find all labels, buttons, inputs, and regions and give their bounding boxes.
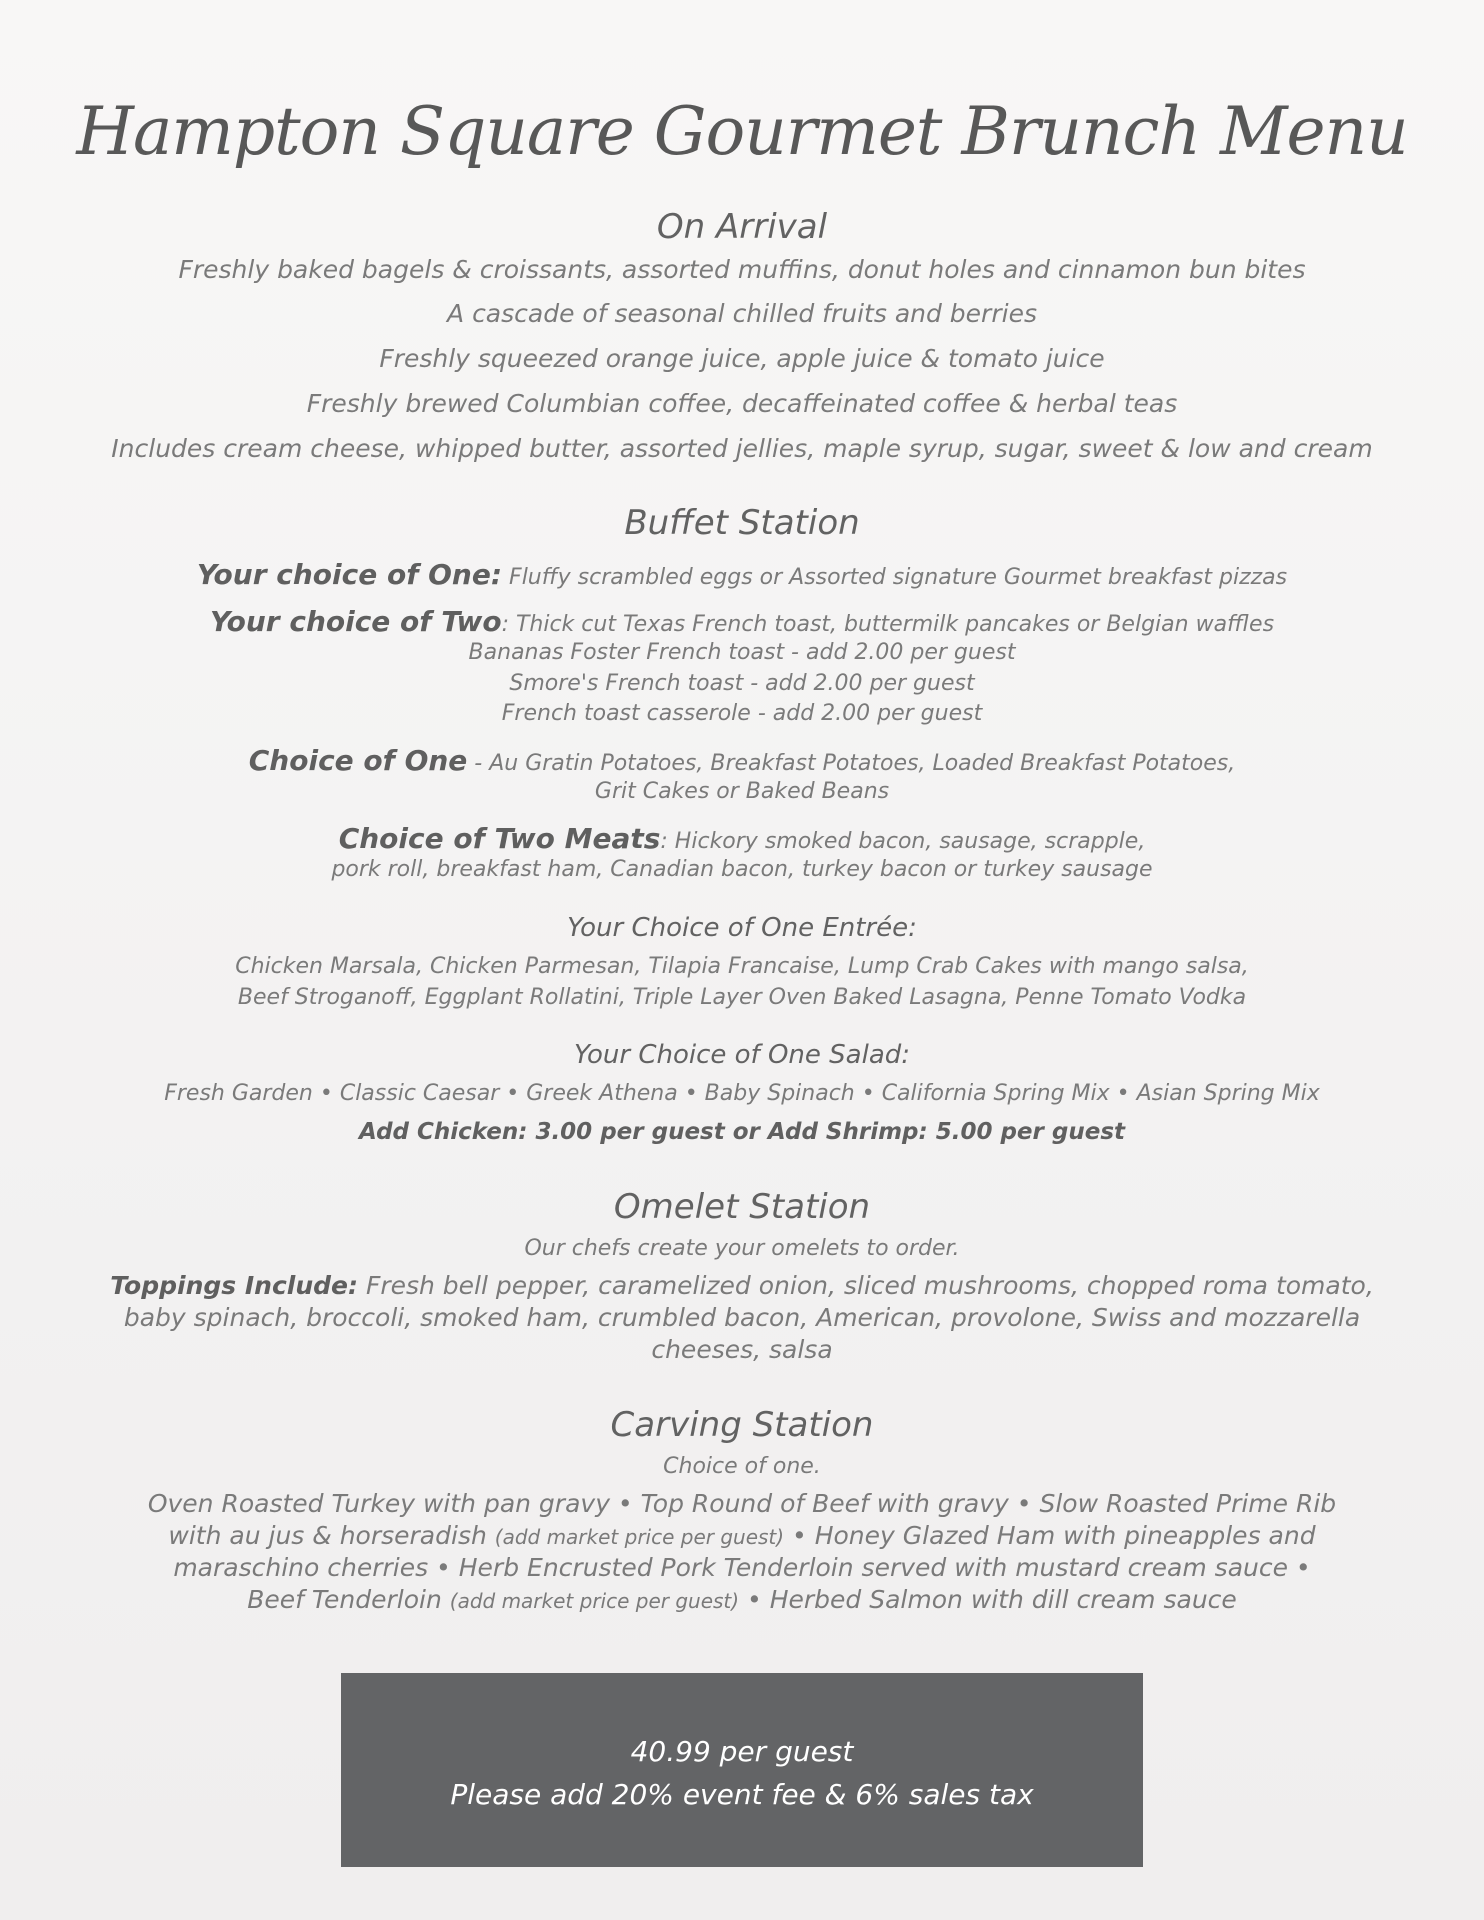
buffet-choice-one-text: Fluffy scrambled eggs or Assorted signature Gourmet breakfast pizzas <box>502 565 1288 590</box>
section-heading-buffet-station: Buffet Station <box>624 503 860 543</box>
omelet-toppings-label: Toppings Include: <box>110 1271 358 1300</box>
buffet-meats-choice <box>0 823 1484 856</box>
buffet-potato-text-cont: Grit Cakes or Baked Beans <box>594 779 890 804</box>
buffet-meats-text-cont: pork roll, breakfast ham, Canadian bacon, turkey bacon or turkey sausage <box>331 857 1153 882</box>
carving-price-note: (add market price per guest) <box>494 1525 785 1549</box>
carving-intro: Choice of one. <box>663 1454 821 1479</box>
carving-line-text: • Herbed Salmon with dill cream sauce <box>739 1585 1237 1614</box>
buffet-addon: Bananas Foster French toast - add 2.00 per guest <box>468 640 1016 665</box>
section-heading-carving-station: Carving Station <box>610 1405 874 1445</box>
list-item: Freshly brewed Columbian coffee, decaffeinated coffee & herbal teas <box>306 389 1178 418</box>
buffet-choice-two <box>0 606 1484 639</box>
price-per-guest: 40.99 per guest <box>630 1735 854 1768</box>
salad-line: Fresh Garden • Classic Caesar • Greek Athena • Baby Spinach • California Spring Mix • Asian Spring Mix <box>164 1081 1320 1106</box>
buffet-choice-one-label: Your choice of One: <box>196 558 503 591</box>
entree-line: Chicken Marsala, Chicken Parmesan, Tilapia Francaise, Lump Crab Cakes with mango salsa, <box>235 954 1249 979</box>
omelet-toppings-cont: cheeses, salsa <box>651 1335 833 1364</box>
carving-line: maraschino cherries • Herb Encrusted Pork Tenderloin served with mustard cream sauce • <box>173 1553 1311 1582</box>
buffet-choice-two-text: : Thick cut Texas French toast, buttermilk pancakes or Belgian waffles <box>501 612 1275 637</box>
carving-price-note: (add market price per guest) <box>449 1589 740 1613</box>
salad-heading: Your Choice of One Salad: <box>573 1040 911 1070</box>
buffet-choice-two-label: Your choice of Two <box>209 605 502 638</box>
omelet-intro: Our chefs create your omelets to order. <box>524 1236 960 1261</box>
carving-line-text: • Honey Glazed Ham with pineapples and <box>784 1521 1316 1550</box>
entree-line: Beef Stroganoff, Eggplant Rollatini, Triple Layer Oven Baked Lasagna, Penne Tomato Vodka <box>237 985 1247 1010</box>
carving-line <box>0 1520 1484 1553</box>
entree-heading: Your Choice of One Entrée: <box>567 913 917 943</box>
buffet-potato-choice <box>0 745 1484 778</box>
carving-line-text: Beef Tenderloin <box>247 1585 450 1614</box>
list-item: A cascade of seasonal chilled fruits and berries <box>447 299 1037 328</box>
carving-line: Oven Roasted Turkey with pan gravy • Top Round of Beef with gravy • Slow Roasted Prime Rib <box>147 1489 1337 1518</box>
buffet-potato-label: Choice of One <box>248 744 468 777</box>
section-heading-omelet-station: Omelet Station <box>613 1187 871 1227</box>
buffet-meats-label: Choice of Two Meats <box>338 822 661 855</box>
buffet-addon: French toast casserole - add 2.00 per guest <box>501 701 983 726</box>
salad-addon-note: Add Chicken: 3.00 per guest or Add Shrimp: 5.00 per guest <box>358 1119 1126 1145</box>
buffet-addon: Smore's French toast - add 2.00 per guest <box>509 671 975 696</box>
price-box <box>341 1673 1143 1867</box>
list-item: Freshly baked bagels & croissants, assorted muffins, donut holes and cinnamon bun bites <box>178 255 1306 284</box>
omelet-toppings <box>0 1270 1484 1301</box>
buffet-potato-text: - Au Gratin Potatoes, Breakfast Potatoes, Loaded Breakfast Potatoes, <box>467 751 1236 776</box>
list-item: Includes cream cheese, whipped butter, assorted jellies, maple syrup, sugar, sweet & low and cream <box>111 434 1373 463</box>
carving-line <box>0 1584 1484 1617</box>
page-title: Hampton Square Gourmet Brunch Menu <box>76 93 1408 170</box>
omelet-toppings-cont: baby spinach, broccoli, smoked ham, crumbled bacon, American, provolone, Swiss and mozzarella <box>123 1303 1361 1332</box>
omelet-toppings-text: Fresh bell pepper, caramelized onion, sliced mushrooms, chopped roma tomato, <box>358 1271 1374 1300</box>
price-fee-note: Please add 20% event fee & 6% sales tax <box>450 1778 1034 1811</box>
carving-line-text: with au jus & horseradish <box>168 1521 495 1550</box>
buffet-choice-one <box>0 559 1484 592</box>
section-heading-on-arrival: On Arrival <box>656 207 828 247</box>
buffet-meats-text: : Hickory smoked bacon, sausage, scrapple, <box>660 829 1146 854</box>
list-item: Freshly squeezed orange juice, apple juice & tomato juice <box>379 344 1105 373</box>
